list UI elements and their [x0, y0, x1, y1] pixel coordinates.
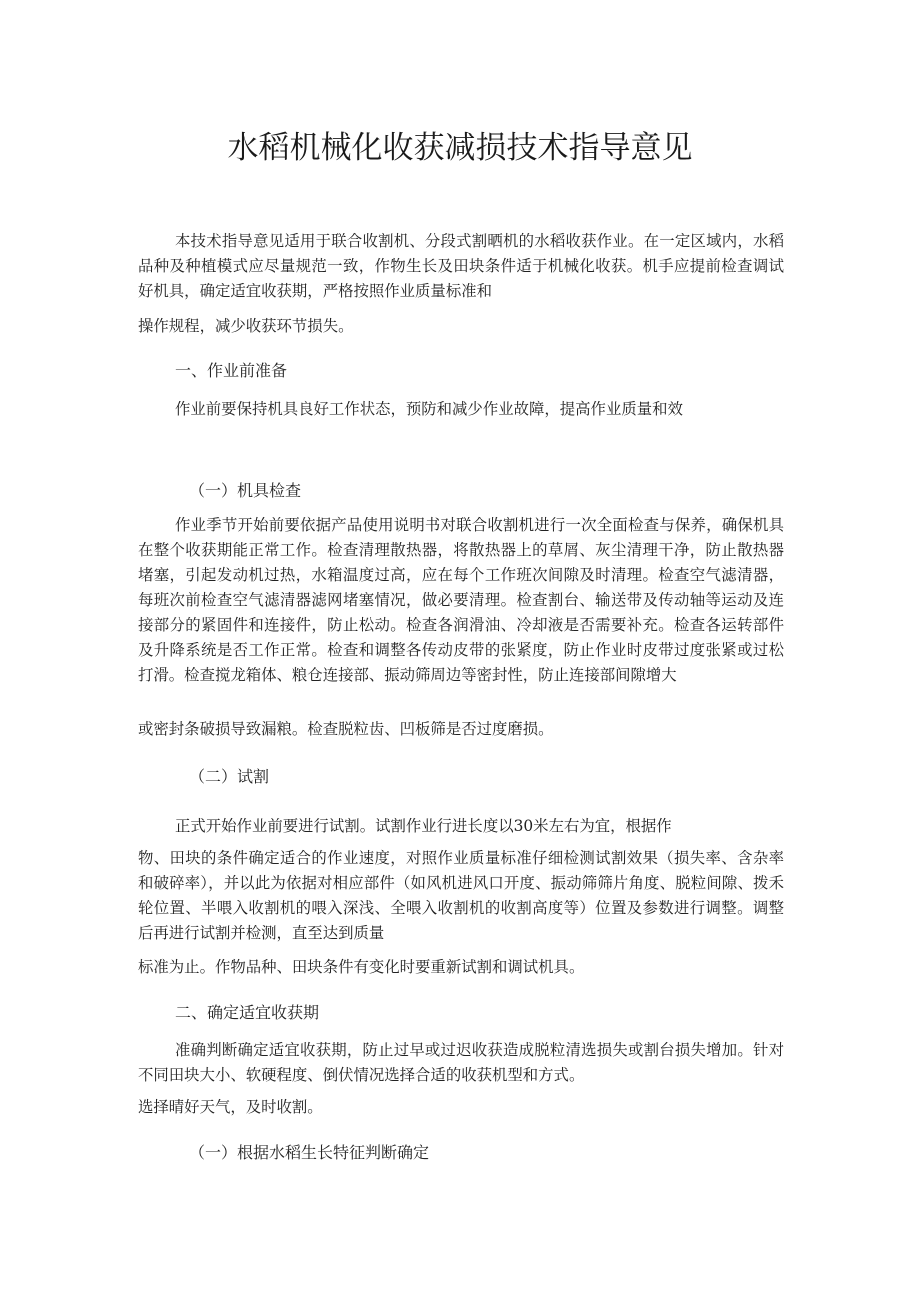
intro-paragraph-1: 本技术指导意见适用于联合收割机、分段式割晒机的水稻收获作业。在一定区域内，水稻品种及种植模式应尽量规范一致，作物生长及田块条件适于机械化收获。机手应提前检查调试好机具，确定适宜收获期，严格按照作业质量标准和: [138, 232, 784, 300]
section-1-heading: 一、作业前准备: [175, 361, 288, 380]
subsection-2-heading: （二）试割: [189, 767, 270, 786]
section-2-paragraph-1: 准确判断确定适宜收获期，防止过早或过迟收获造成脱粒清选损失或割台损失增加。针对不同田块大小、软硬程度、倒伏情况选择合适的收获机型和方式。: [138, 1041, 784, 1084]
document-title: 水稻机械化收获减损技术指导意见: [227, 130, 693, 166]
subsection-1-paragraph-2: 或密封条破损导致漏粮。检查脱粒齿、凹板筛是否过度磨损。: [138, 720, 554, 738]
subsection-2-paragraph-1: 正式开始作业前要进行试割。试割作业行进长度以30米左右为宜，根据作: [175, 817, 672, 835]
subsection-2-paragraph-3: 标准为止。作物品种、田块条件有变化时要重新试割和调试机具。: [138, 958, 585, 976]
section-2-paragraph-2: 选择晴好天气，及时收割。: [138, 1098, 323, 1116]
subsection-3-heading: （一）根据水稻生长特征判断确定: [189, 1143, 430, 1162]
intro-paragraph-2: 操作规程，减少收获环节损失。: [138, 317, 354, 335]
subsection-1-paragraph-1: 作业季节开始前要依据产品使用说明书对联合收割机进行一次全面检查与保养，确保机具在整个收获期能正常工作。检查清理散热器，将散热器上的草屑、灰尘清理干净，防止散热器堵塞，引起发动机过热，水箱温度过高，应在每个工作班次间隙及时清理。检查空气滤清器，每班次前检查空气滤清器滤网堵塞情况，做必要清理。检查割台、输送带及传动轴等运动及连接部分的紧固件和连接件，防止松动。检查各润滑油、冷却液是否需要补充。检查各运转部件及升降系统是否工作正常。检查和调整各传动皮带的张紧度，防止作业时皮带过度张紧或过松打滑。检查搅龙箱体、粮仓连接部、振动筛周边等密封性，防止连接部间隙增大: [138, 516, 784, 684]
section-2-heading: 二、确定适宜收获期: [175, 1003, 320, 1022]
section-1-paragraph-1: 作业前要保持机具良好工作状态，预防和减少作业故障，提高作业质量和效: [175, 400, 683, 418]
subsection-1-heading: （一）机具检查: [189, 481, 302, 500]
subsection-2-paragraph-2: 物、田块的条件确定适合的作业速度，对照作业质量标准仔细检测试割效果（损失率、含杂率和破碎率），并以此为依据对相应部件（如风机进风口开度、振动筛筛片角度、脱粒间隙、拨禾轮位置、半喂入收割机的喂入深浅、全喂入收割机的收割高度等）位置及参数进行调整。调整后再进行试割并检测，直至达到质量: [138, 849, 784, 942]
